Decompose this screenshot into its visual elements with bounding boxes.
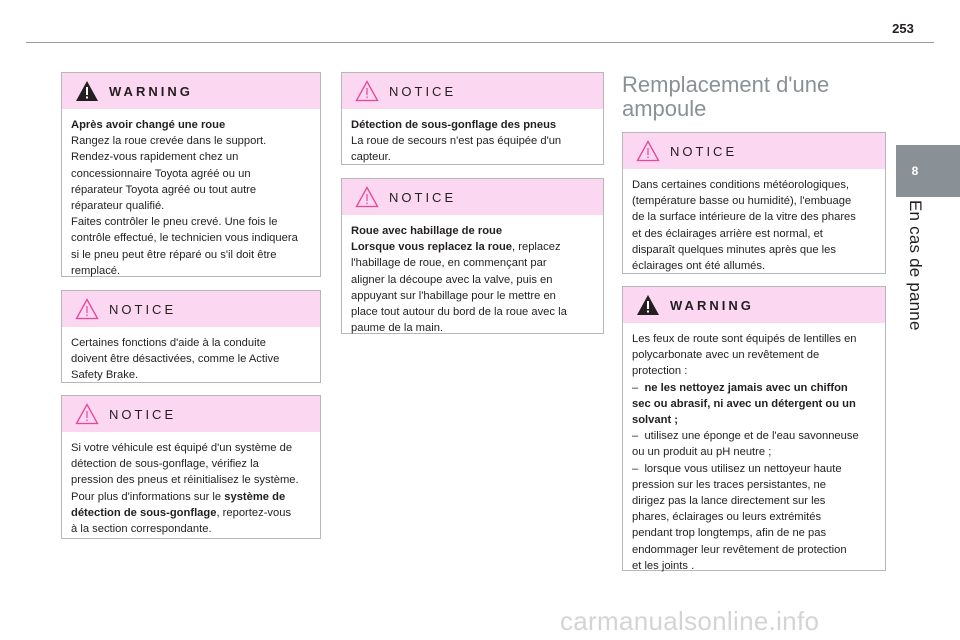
body-line: concessionnaire Toyota agréé ou un (71, 167, 251, 180)
notice-label: NOTICE (109, 301, 177, 317)
warning-icon (636, 294, 660, 316)
body-line: Certaines fonctions d'aide à la conduite (71, 337, 266, 349)
body-line: et les joints . (632, 559, 695, 572)
body-line: Si votre véhicule est équipé d'un système de (71, 442, 293, 454)
notice-icon (75, 403, 99, 425)
body-line: à la section correspondante. (71, 523, 212, 536)
body-line: Les feux de route sont équipés de lentilles en (632, 333, 857, 345)
notice-body (342, 215, 603, 345)
notice-box-trim (341, 178, 604, 334)
body-line: détection de sous-gonflage, vérifiez la (71, 458, 259, 471)
body-line: capteur. (351, 151, 391, 164)
warning-box-lenses (622, 286, 886, 571)
body-line: – utilisez une éponge et de l'eau savonneuse (632, 430, 859, 443)
body-line: place tout autour du bord de la roue avec la (351, 306, 567, 319)
body-line: Pour plus d'informations sur le système de (71, 490, 286, 503)
notice-body (342, 109, 603, 175)
notice-header (623, 133, 885, 169)
body-line: aligner la découpe avec la valve, puis en (351, 273, 553, 286)
page-number: 253 (892, 21, 914, 36)
notice-icon (355, 186, 379, 208)
notice-label: NOTICE (389, 189, 457, 205)
body-line: disparaît quelques minutes après que les (632, 243, 836, 256)
warning-icon (75, 80, 99, 102)
watermark: carmanualsonline.info (560, 606, 820, 636)
notice-label: NOTICE (670, 143, 738, 159)
body-line: contrôle effectué, le technicien vous indiquera (71, 232, 298, 245)
notice-heading: Roue avec habillage de roue (351, 225, 503, 237)
body-line: pendant trop longtemps, afin de ne pas (632, 527, 827, 540)
notice-icon (75, 298, 99, 320)
warning-label: WARNING (670, 297, 754, 313)
notice-icon (636, 140, 660, 162)
body-line: Rendez-vous rapidement chez un (71, 151, 239, 164)
warning-box-wheel (61, 72, 321, 277)
body-line: pression sur les traces persistantes, ne (632, 478, 827, 491)
body-line: Faites contrôler le pneu crevé. Une fois le (71, 216, 278, 229)
notice-body (62, 327, 320, 393)
body-line: polycarbonate avec un revêtement de (632, 349, 820, 362)
body-line: endommager leur revêtement de protection (632, 543, 847, 556)
notice-header (62, 396, 320, 432)
body-line: appuyant sur l'habillage pour le mettre en (351, 289, 556, 302)
warning-header (623, 287, 885, 323)
body-line: sec ou abrasif, ni avec un détergent ou un (632, 397, 856, 410)
chapter-number: 8 (911, 164, 919, 178)
notice-body (623, 169, 885, 283)
body-line: de la surface intérieure de la vitre des phares (632, 211, 856, 224)
notice-header (342, 179, 603, 215)
notice-header (342, 73, 603, 109)
body-line: éclairages ont été allumés. (632, 260, 766, 273)
notice-box-assist (61, 290, 321, 383)
body-line: Dans certaines conditions météorologiques, (632, 179, 850, 191)
body-line: si le pneu peut être réparé ou s'il doit être (71, 248, 277, 261)
notice-label: NOTICE (109, 406, 177, 422)
body-line: – ne les nettoyez jamais avec un chiffon (632, 381, 848, 394)
notice-icon (355, 80, 379, 102)
top-divider (26, 42, 934, 43)
body-line: réparateur qualifié. (71, 200, 165, 213)
notice-box-spare (341, 72, 604, 165)
body-line: l'habillage de roue, en commençant par (351, 257, 547, 270)
body-line: – lorsque vous utilisez un nettoyeur haute (632, 462, 842, 475)
notice-label: NOTICE (389, 83, 457, 99)
body-line: et des éclairages arrière est normal, et (632, 227, 823, 240)
body-line: détection de sous-gonflage, reportez-vous (71, 506, 292, 519)
body-line: Safety Brake. (71, 369, 139, 382)
body-line: phares, éclairages ou leurs extrémités (632, 511, 822, 524)
warning-body (62, 109, 320, 288)
body-line: pression des pneus et réinitialisez le système. (71, 474, 299, 487)
notice-heading: Détection de sous-gonflage des pneus (351, 119, 557, 131)
body-line: La roue de secours n'est pas équipée d'un (351, 135, 562, 148)
notice-header (62, 291, 320, 327)
body-line: protection : (632, 365, 688, 378)
warning-label: WARNING (109, 83, 193, 99)
section-title: Remplacement d'une ampoule (622, 72, 830, 121)
notice-body (62, 432, 320, 546)
notice-box-detection (61, 395, 321, 539)
chapter-title: En cas de panne (906, 200, 925, 331)
notice-box-fog (622, 132, 886, 274)
warning-header (62, 73, 320, 109)
body-line: ou un produit au pH neutre ; (632, 446, 772, 459)
body-line: paume de la main. (351, 322, 444, 335)
warning-body (623, 323, 885, 583)
body-line: dirigez pas la lance directement sur les (632, 495, 826, 508)
body-line: Lorsque vous replacez la roue, replacez (351, 241, 561, 254)
body-line: réparateur Toyota agréé ou tout autre (71, 183, 257, 196)
body-line: remplacé. (71, 264, 121, 277)
body-line: Rangez la roue crevée dans le support. (71, 135, 267, 148)
body-line: doivent être désactivées, comme le Active (71, 353, 280, 366)
body-line: (température basse ou humidité), l'embuage (632, 195, 852, 208)
body-line: solvant ; (632, 414, 679, 427)
warning-heading: Après avoir changé une roue (71, 119, 226, 131)
